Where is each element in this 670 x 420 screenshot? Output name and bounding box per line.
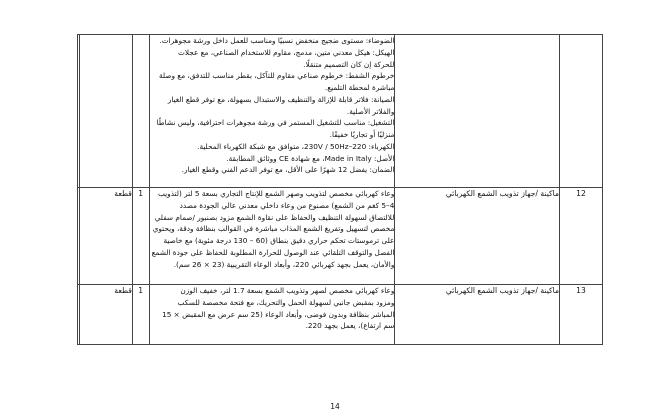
item-number-cell: 13 <box>560 285 603 345</box>
description-cell <box>149 285 395 345</box>
item-name-cell: ماكينة /جهاز تذويب الشمع الكهربائي <box>395 285 560 345</box>
item-number-cell: 12 <box>560 188 603 285</box>
description-line: للالتصاق لسهولة التنظيف والحفاظ على نقاوة الشمع مزود بصنبور /صمام سفلي <box>154 212 395 222</box>
description-line: سم ارتفاع)، يعمل بجهد 220. <box>305 321 395 331</box>
description-line: وعاء كهربائي مخصص لصهر وتذويب الشمع بسعة 1.7 لتر، خفيف الوزن <box>180 286 395 295</box>
description-line: مخصص لتسهيل وتفريغ الشمع المذاب مباشرة في القوالب بنظافة ودقة، ويحتوي <box>152 224 395 234</box>
table-row <box>78 188 603 285</box>
description-line: والأمان، يعمل بجهد كهربائي 220، وأبعاد الوعاء التقريبية (23 × 26 سم). <box>173 259 395 269</box>
quantity-cell: 1 <box>132 188 149 285</box>
description-line: على ترموستات تحكم حراري دقيق بنطاق (60 – 130 درجة مئوية) مع خاصية <box>163 236 395 245</box>
item-name-cell: ماكينة /جهاز تذويب الشمع الكهربائي <box>395 188 560 285</box>
description-line: الفصل والتوقف التلقائي عند الوصول للحرارة المطلوبة للحفاظ على جودة الشمع <box>151 247 395 257</box>
description-line: الهيكل: هيكل معدني متين، مدمج، مقاوم للاستخدام الصناعي، مع عجلات <box>178 47 395 57</box>
description-cell <box>149 188 395 285</box>
description-line: وعاء كهربائي مخصص لتذويب وصهر الشمع للإنتاج التجاري بسعة 5 لتر (لتذويب <box>157 189 395 198</box>
description-line: الضمان: يفضل 12 شهرًا على الأقل، مع توفر الدعم الفني وقطع الغيار. <box>181 165 395 175</box>
description-line: للحركة إن كان التصميم متنقلًا. <box>303 59 395 69</box>
table-row <box>78 35 603 188</box>
unit-cell: قطعة <box>80 285 133 345</box>
description-line: الأصل: Made in Italy، مع شهادة CE ووثائق المطابقة. <box>226 153 395 163</box>
description-line: الضوضاء: مستوى ضجيج منخفض نسبيًا ومناسب للعمل داخل ورشة مجوهرات. <box>159 36 395 45</box>
quantity-cell <box>132 35 149 188</box>
description-line: 4–5 كغم من الشمع) مصنوع من وعاء داخلي معدني عالي الجودة مصدد <box>179 200 395 210</box>
description-cell <box>149 35 395 188</box>
unit-cell: قطعة <box>80 188 133 285</box>
description-line: خرطوم الشفط: خرطوم صناعي مقاوم للتآكل، بقطر مناسب للتدفق، مع وصلة <box>158 71 395 81</box>
item-number-cell <box>560 35 603 188</box>
description-line: الكهرباء: 220–230V / 50Hz، متوافق مع شبكة الكهرباء المحلية. <box>197 141 395 151</box>
description-line: منزليًا أو تجاريًا خفيفًا. <box>329 130 395 139</box>
page-number: 14 <box>330 402 340 411</box>
description-line: المباشر بنظافة وبدون فوضى، وأبعاد الوعاء (25 سم عرض مع المقبض × 15 <box>162 309 395 319</box>
description-line: الصيانة: فلاتر قابلة للإزالة والتنظيف والاستبدال بسهولة، مع توفر قطع الغيار <box>167 94 395 104</box>
specification-table <box>77 34 603 345</box>
description-line: والفلاتر الأصلية. <box>346 106 395 116</box>
table-row <box>78 285 603 345</box>
unit-cell <box>80 35 133 188</box>
quantity-cell: 1 <box>132 285 149 345</box>
item-name-cell <box>395 35 560 188</box>
description-line: مباشرة لمحطة التلميع. <box>324 83 395 92</box>
description-line: ومزود بمقبض جانبي لسهولة الحمل والتحريك، مع فتحة مخصصة للسكب <box>177 297 395 307</box>
description-line: التشغيل: مناسب للتشغيل المستمر في ورشة مجوهرات احترافية، وليس نشاطًا <box>156 118 395 128</box>
